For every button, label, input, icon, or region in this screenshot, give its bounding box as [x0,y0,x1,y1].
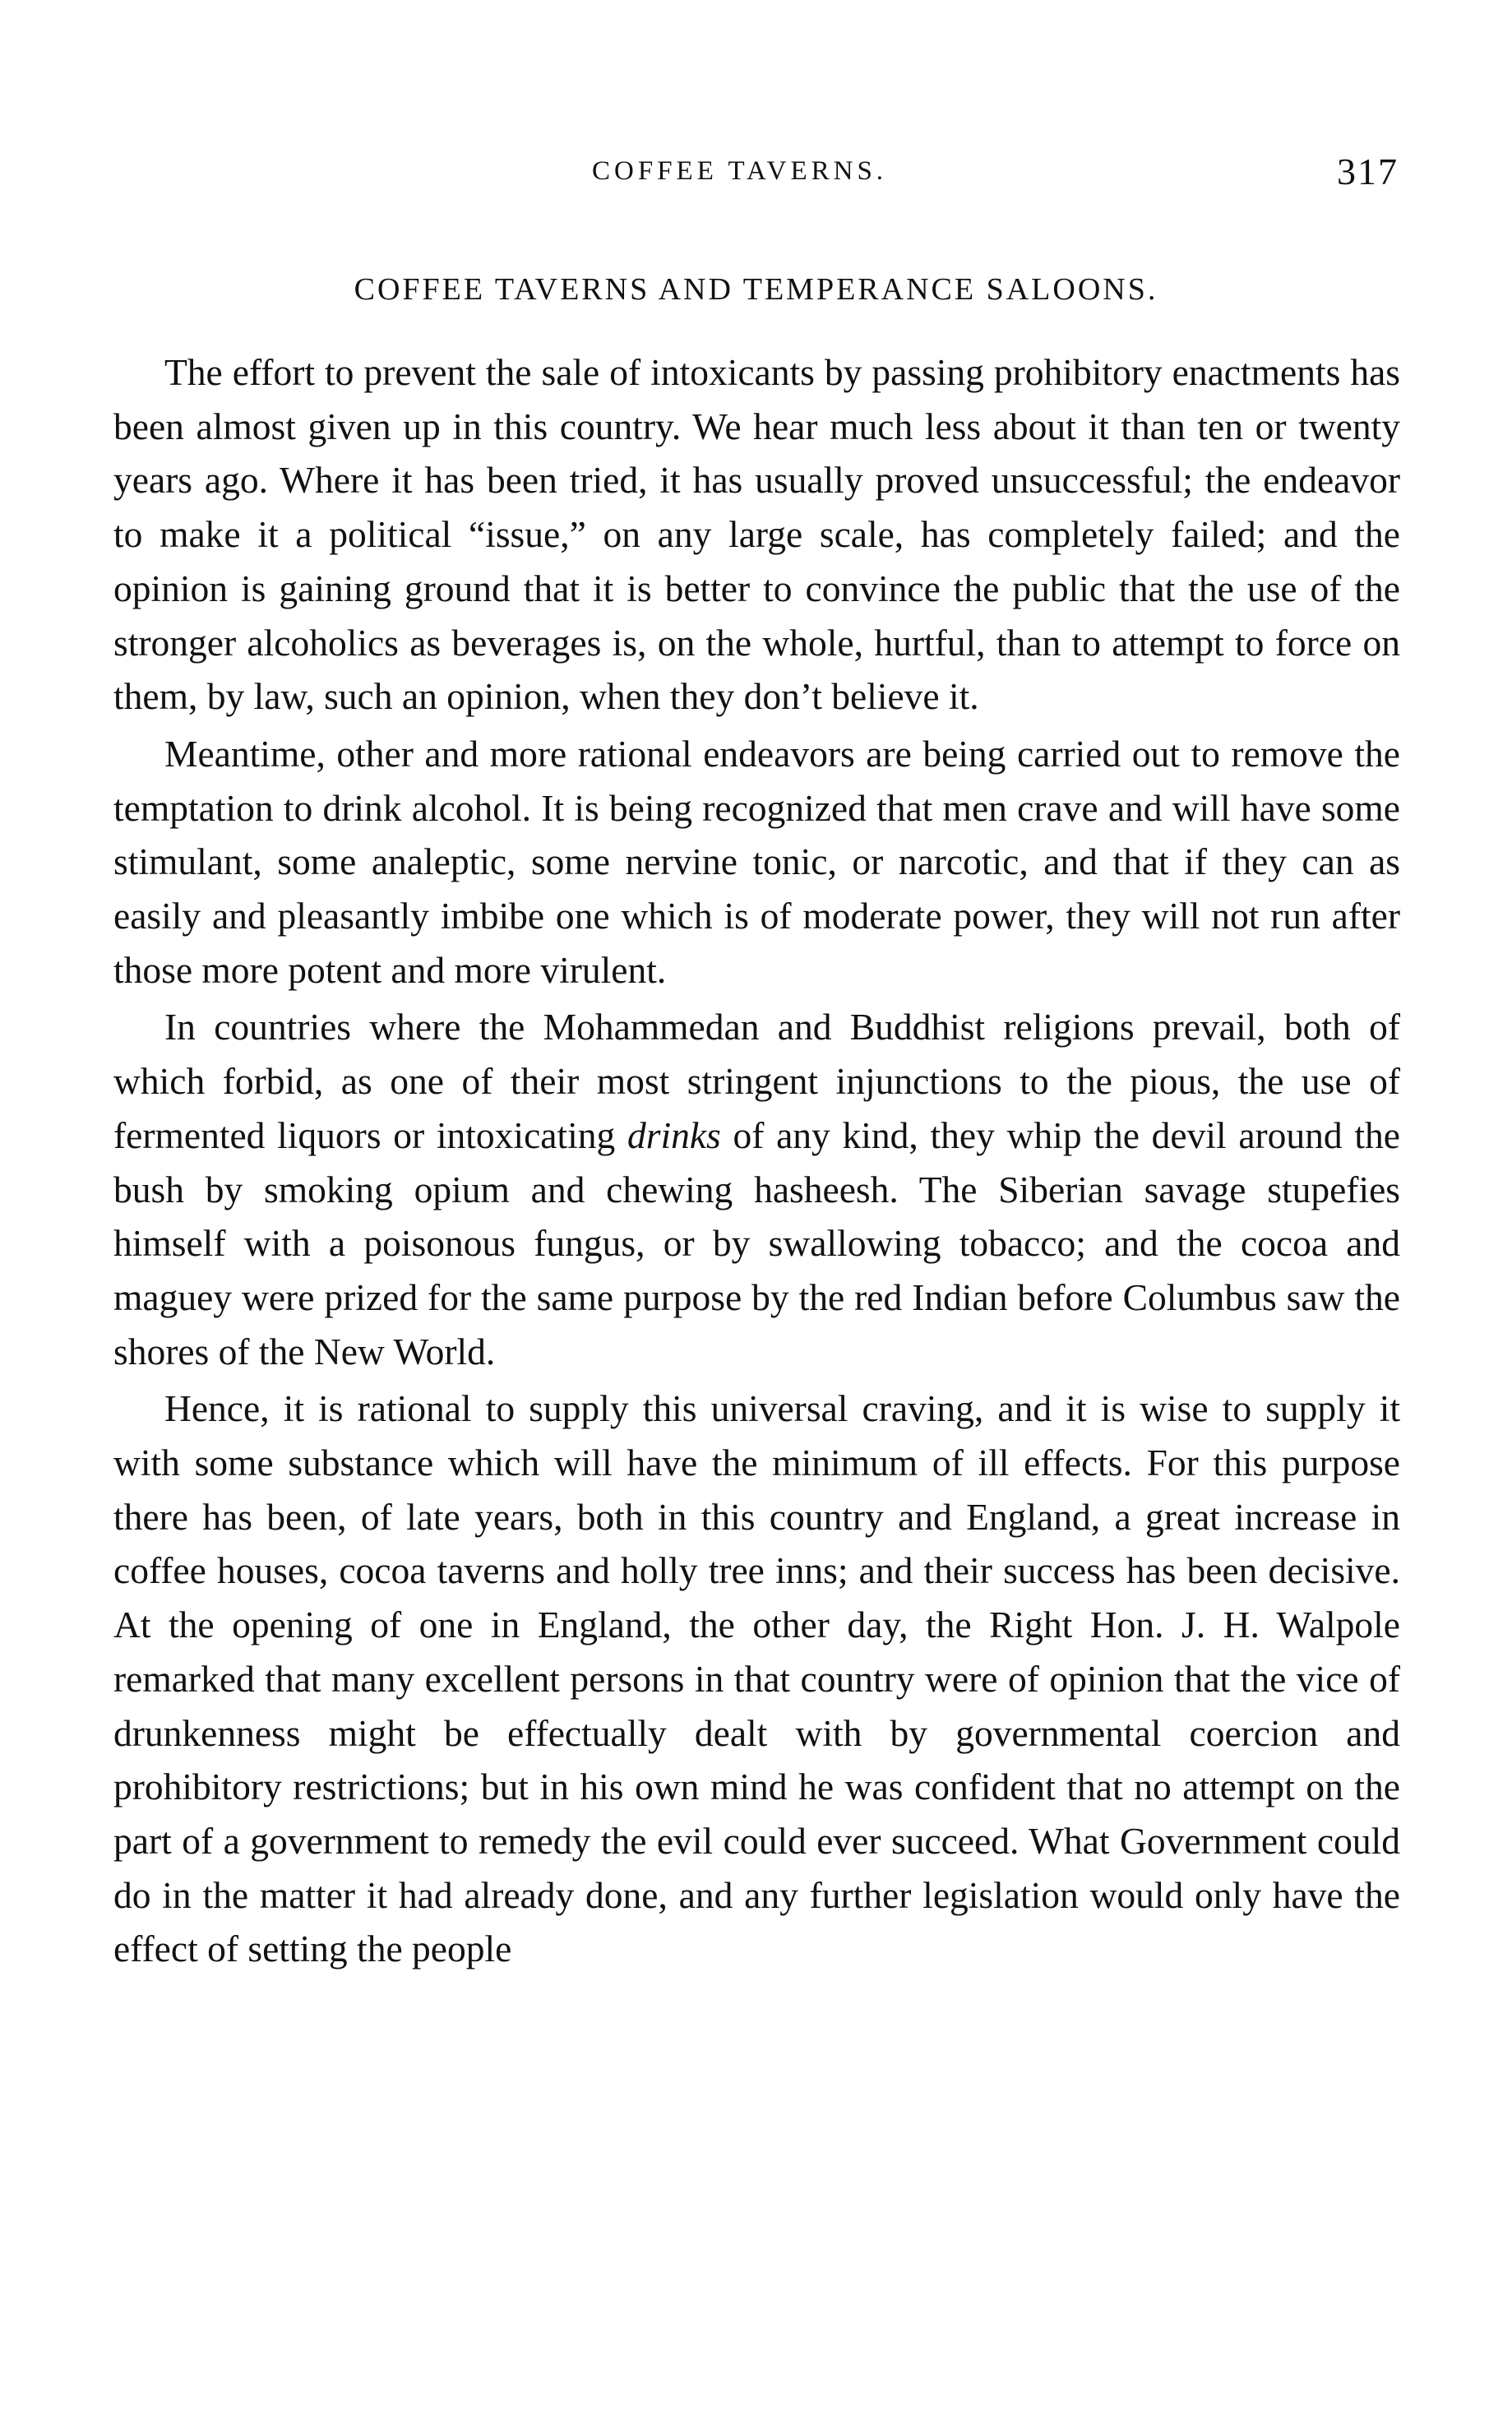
paragraph-3-text-before: In countries where the Mohammedan and Buddhist religions prevail, both of which forbid, as one of their most stringent injunctions to the pious, the use of fermented liquors or intoxicating [113,1006,1400,1156]
body-text [113,345,1400,1976]
running-title: COFFEE TAVERNS. [592,156,888,186]
paragraph-2: Meantime, other and more rational endeavors are being carried out to remove the temptation to drink alcohol. It is being recognized that men crave and will have some stimulant, some analeptic, some nervine tonic, or narcotic, and that if they can as easily and pleasantly imbibe one which is of moderate power, they will not run after those more potent and more virulent. [113,732,1400,991]
page-number: 317 [1337,150,1399,192]
section-title: COFFEE TAVERNS AND TEMPERANCE SALOONS. [354,272,1158,307]
paragraph-3-text-after: of any kind, they whip the devil around the bush by smoking opium and chewing hasheesh. The Siberian savage stupefies himself with a poisonous fungus, or by swallowing tobacco; and the cocoa and maguey were prized for the same purpose by the red Indian before Columbus saw the shores of the New World. [113,1113,1400,1372]
paragraph-4: Hence, it is rational to supply this universal craving, and it is wise to supply it with some substance which will have the minimum of ill effects. For this purpose there has been, of late years, both in this country and England, a great increase in coffee houses, cocoa taverns and holly tree inns; and their success has been decisive. At the opening of one in England, the other day, the Right Hon. J. H. Walpole remarked that many excellent persons in that country were of opinion that the vice of drunkenness might be effectually dealt with by governmental coercion and prohibitory restrictions; but in his own mind he was confident that no attempt on the part of a government to remedy the evil could ever succeed. What Government could do in the matter it had already done, and any further legislation would only have the effect of setting the people [113,1387,1400,1970]
paragraph-3-italic-word: drinks [627,1113,721,1156]
running-head [0,150,1512,199]
paragraph-3 [113,1000,1400,1378]
paragraph-1: The effort to prevent the sale of intoxicants by passing prohibitory enactments has been almost given up in this country. We hear much less about it than ten or twenty years ago. Where it has been tried, it has usually proved unsuccessful; the endeavor to make it a political “issue,” on any large scale, has completely failed; and the opinion is gaining ground that it is better to convince the public that the use of the stronger alcoholics as beverages is, on the whole, hurtful, than to attempt to force on them, by law, such an opinion, when they don’t believe it. [113,351,1400,718]
